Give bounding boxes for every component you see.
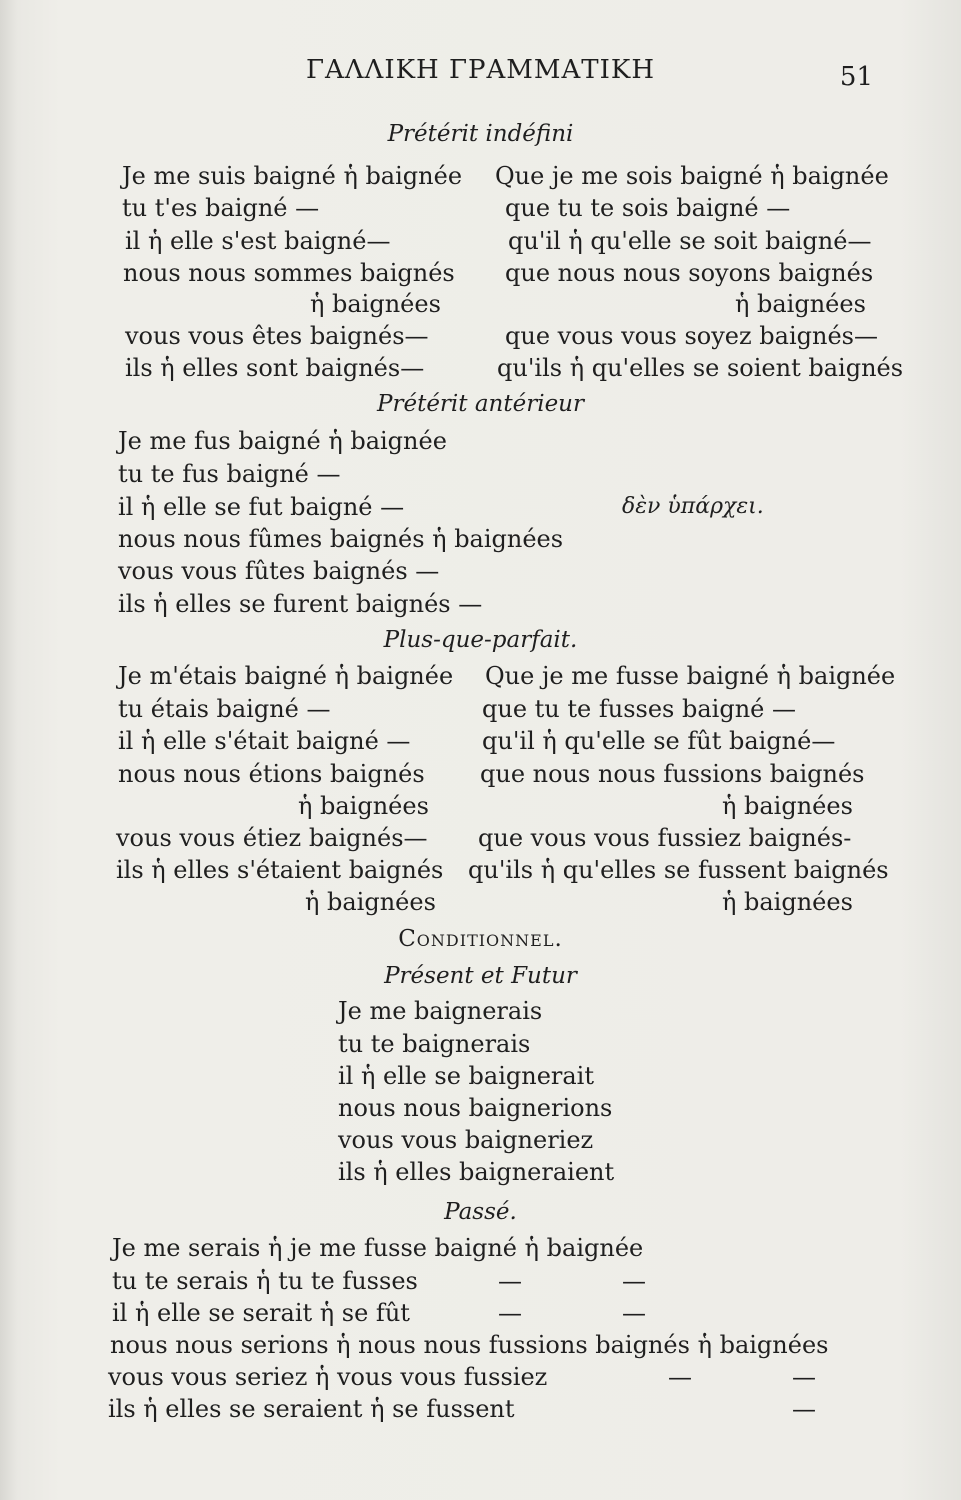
line: il ἡ elle se baignerait [338,1062,594,1090]
note-den-yparchei: δὲν ὑπάρχει. [622,494,764,519]
running-header: ΓΑΛΛΙΚΗ ΓΡΑΜΜΑΤΙΚΗ [305,55,656,85]
line: il ἡ elle se serait ἡ se fût — — [112,1299,646,1327]
line: nous nous sommes baignés que nous nous soyons baignés [123,259,874,287]
line: nous nous étions baignés que nous nous fussions baignés [118,760,865,788]
line: ἡ baignées ἡ baignées [298,792,853,820]
line: tu étais baigné — que tu te fusses baigné — [118,695,796,723]
line: ἡ baignées ἡ baignées [310,290,866,318]
heading-passe: Passé. [444,1199,517,1225]
line: ἡ baignées ἡ baignées [305,888,853,916]
line: ils ἡ elles s'étaient baignés qu'ils ἡ qu'elles se fussent baignés [116,856,889,884]
line: vous vous baigneriez [338,1126,594,1154]
line: tu te fus baigné — [118,460,341,488]
line: tu te baignerais [338,1030,531,1058]
heading-preterit-indefini: Prétérit indéfini [387,121,574,147]
line: il ἡ elle s'était baigné — qu'il ἡ qu'elle se fût baigné— [118,727,836,755]
heading-plus-que-parfait: Plus-que-parfait. [383,627,578,653]
line: Je me baignerais [338,997,543,1025]
line: nous nous serions ἡ nous nous fussions baignés ἡ baignées [110,1331,829,1359]
line: vous vous seriez ἡ vous vous fussiez — — [108,1363,816,1391]
line: Je me serais ἡ je me fusse baigné ἡ baignée [112,1234,644,1262]
line: Je me fus baigné ἡ baignée [118,427,447,455]
heading-conditionnel: Conditionnel. [398,926,563,952]
line: ils ἡ elles se seraient ἡ se fussent — [108,1395,816,1423]
line: Je me suis baigné ἡ baignée Que je me sois baigné ἡ baignée [122,162,889,190]
line: ils ἡ elles se furent baignés — [118,590,483,618]
line: il ἡ elle s'est baigné— qu'il ἡ qu'elle se soit baigné— [125,227,872,255]
line: il ἡ elle se fut baigné — [118,493,405,521]
line: Je m'étais baigné ἡ baignée Que je me fusse baigné ἡ baignée [118,662,896,690]
line: tu t'es baigné — que tu te sois baigné — [122,194,791,222]
line: vous vous êtes baignés— que vous vous soyez baignés— [125,322,878,350]
line: nous nous fûmes baignés ἡ baignées [118,525,564,553]
page-number: 51 [839,62,873,92]
line: ils ἡ elles baigneraient [338,1158,615,1186]
line: ils ἡ elles sont baignés— qu'ils ἡ qu'elles se soient baignés [125,354,904,382]
line: tu te serais ἡ tu te fusses — — [112,1267,646,1295]
heading-present-futur: Présent et Futur [384,963,577,989]
line: vous vous étiez baignés— que vous vous fussiez baignés- [116,824,852,852]
heading-preterit-anterieur: Prétérit antérieur [377,391,584,417]
line: vous vous fûtes baignés — [118,557,440,585]
line: nous nous baignerions [338,1094,613,1122]
